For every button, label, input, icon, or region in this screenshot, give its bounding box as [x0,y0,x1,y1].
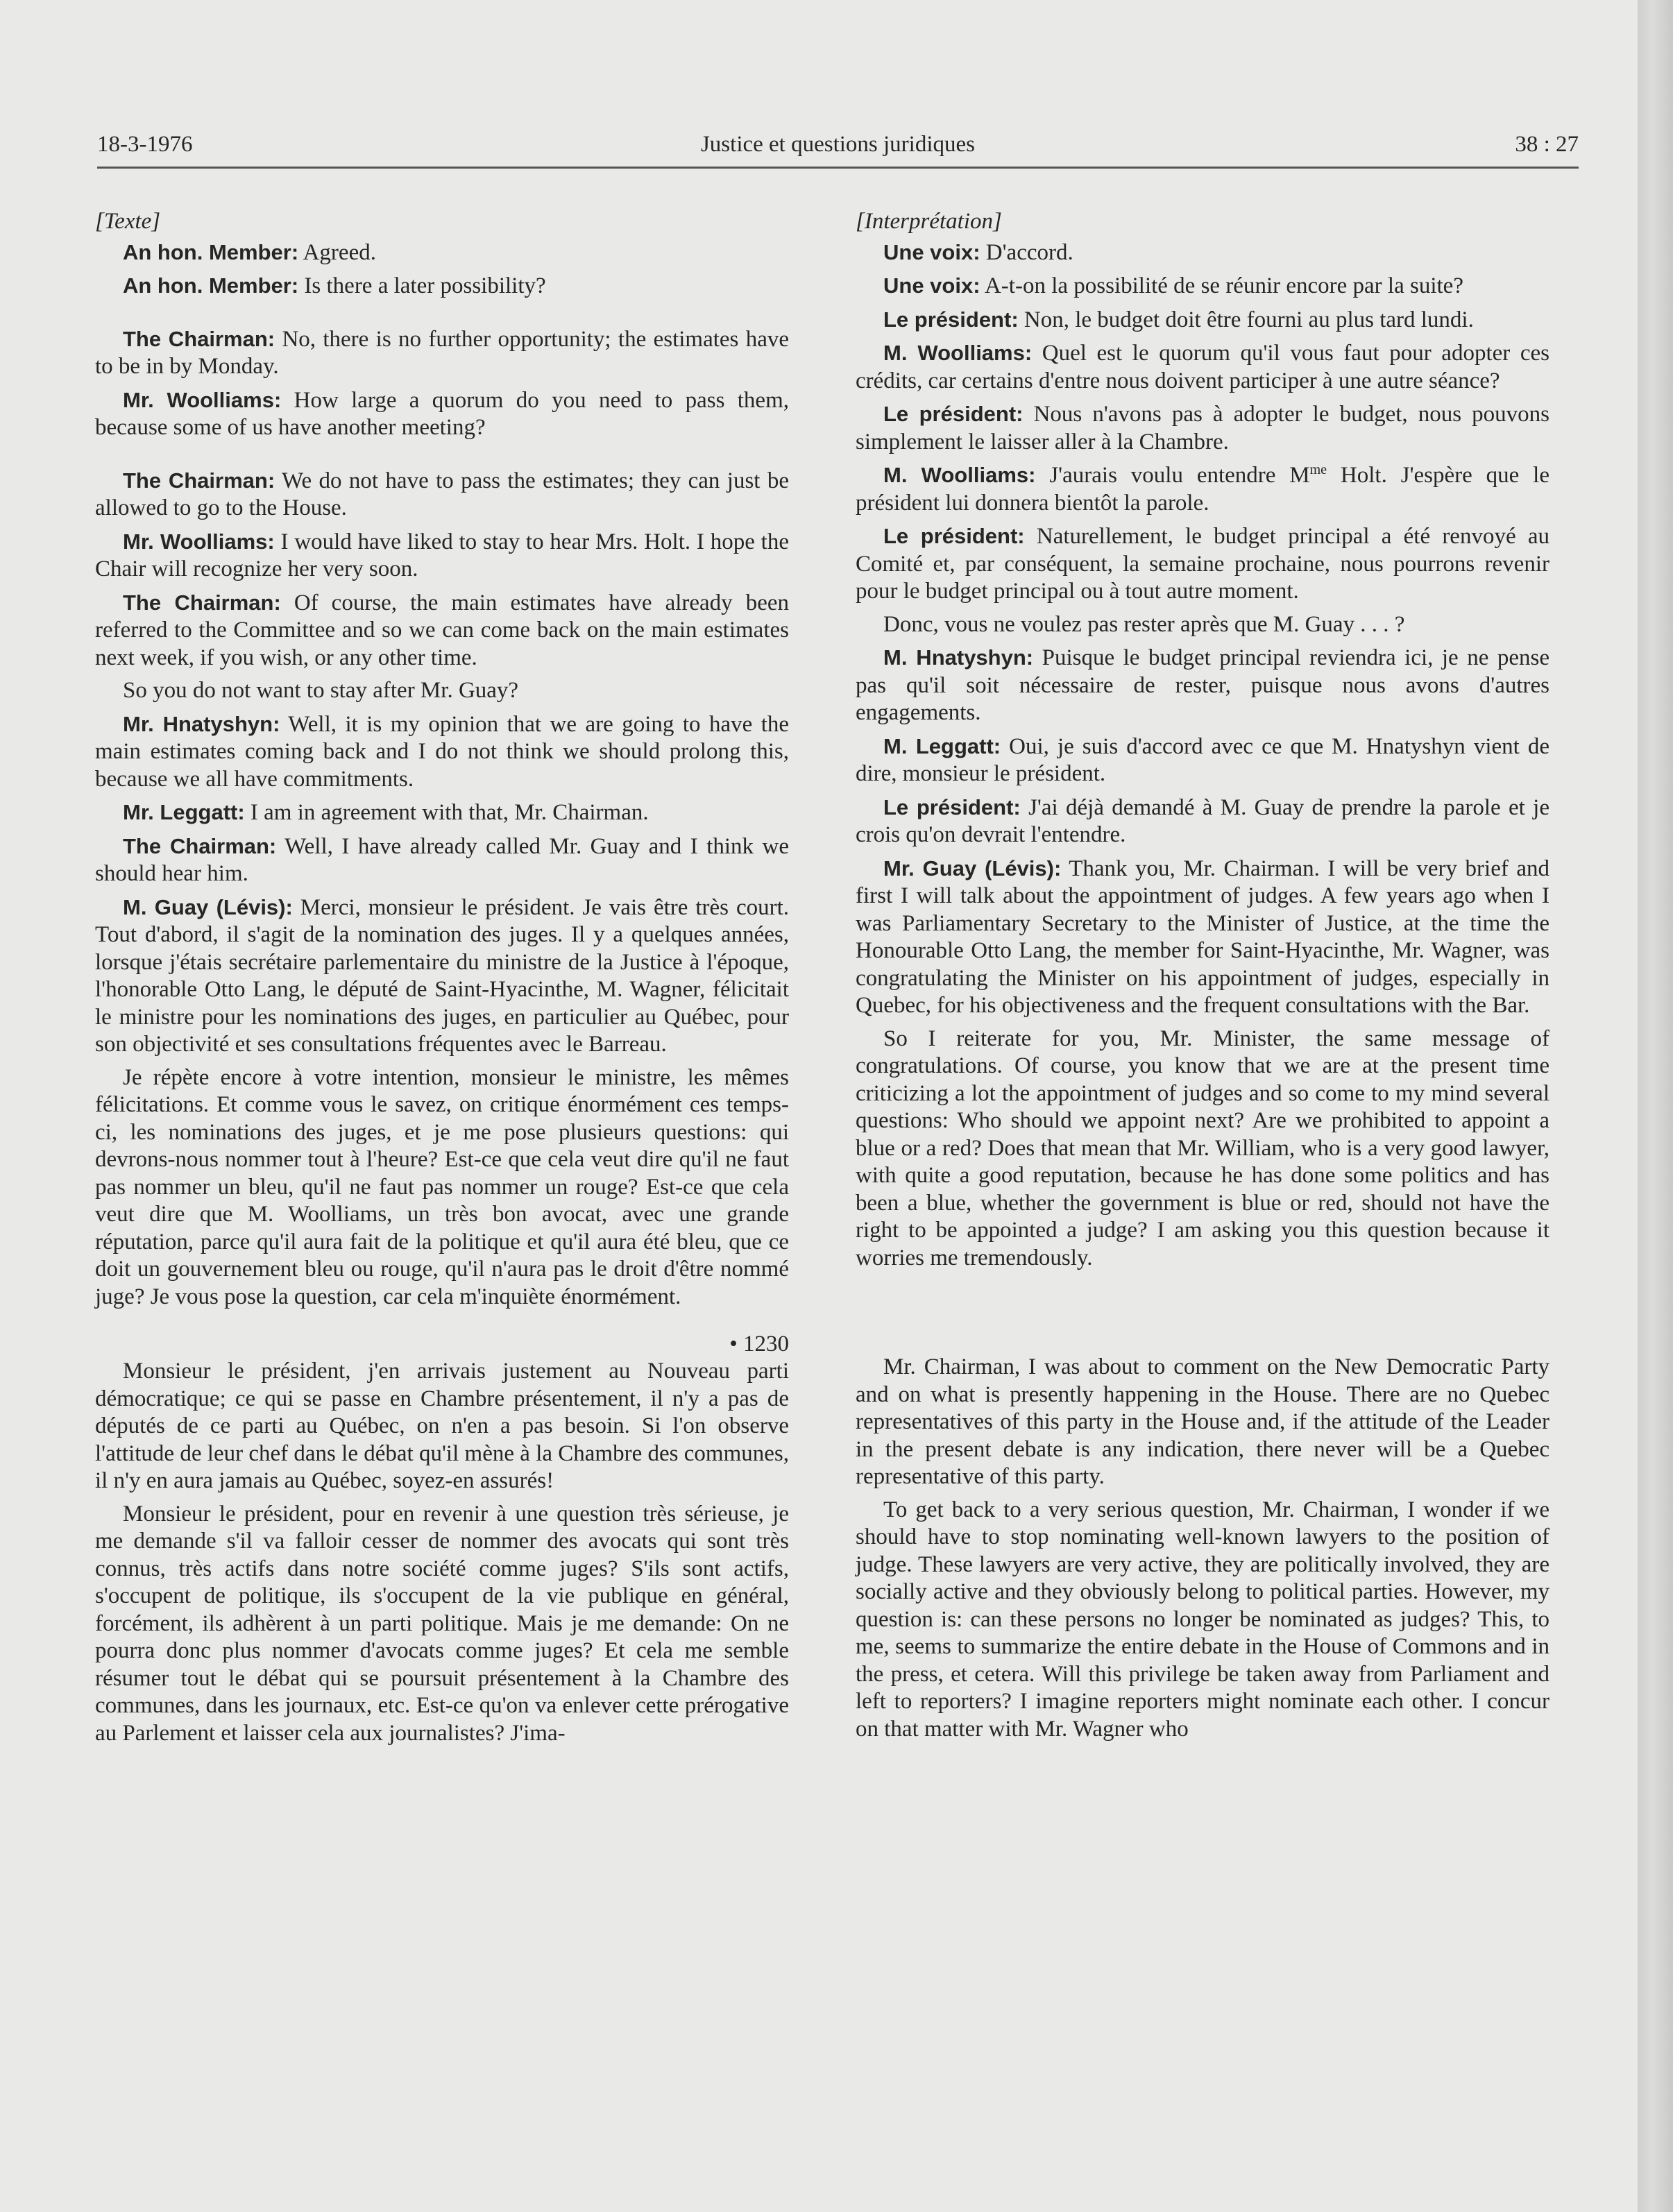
paragraph: To get back to a very serious question, Mr. Chairman, I wonder if we should have to stop nominating well-known lawyers to the position of judge. These lawyers are very active, they are politically involved, they are socially active and they obviously belong to political parties. However, my question is: can these persons no longer be nominated as judges? This, to me, seems to summarize the entire debate in the House of Commons and in the press, et cetera. Will this privilege be taken away from Parliament and left to reporters? I imagine reporters might nominate each other. I concur on that matter with Mr. Wagner who [856,1497,1549,1742]
paragraph: M. Hnatyshyn: Puisque le budget principal reviendra ici, je ne pense pas qu'il soit nécessaire de rester, puisque nous avons d'autres engagements. [856,645,1549,725]
paragraph: Donc, vous ne voulez pas rester après que M. Guay . . . ? [883,611,1405,637]
paragraph: Monsieur le président, pour en revenir à une question très sérieuse, je me demande s'il va falloir cesser de nommer des avocats qui sont très connus, très actifs dans notre société comme juges? S'ils sont actifs, s'occupent de politique, ils s'occupent de la vie publique en général, forcément, ils adhèrent à un parti politique. Mais je me demande: On ne pourra donc plus nommer d'avocats comme juges? Et cela me semble résumer tout le débat qui se poursuit présentement à la Chambre des communes, dans les journaux, etc. Est-ce qu'on va enlever cette prérogative au Parlement et laisser cela aux journalistes? J'ima- [95,1501,789,1746]
paragraph: Mr. Hnatyshyn: Well, it is my opinion that we are going to have the main estimates coming back and I do not think we should prolong this, because we all have commitments. [95,711,790,792]
paragraph: Je répète encore à votre intention, monsieur le ministre, les mêmes félicitations. Et comme vous le savez, on critique énormément ces temps-ci, les nominations des juges, et je me pose plusieurs questions: qui devrons-nous nommer tout à l'heure? Est-ce que cela veut dire qu'il ne faut pas nommer un bleu, qu'il ne faut pas nommer un rouge? Est-ce que cela veut dire que M. Woolliams, un très bon avocat, avec une grande réputation, parce qu'il aura fait de la politique et qu'il aura été bleu, que ce doit un gouvernement bleu ou rouge, qu'il n'aura pas le droit d'être nommé juge? Je vous pose la question, car cela m'inquiète énormément. [95,1064,789,1309]
paragraph: So you do not want to stay after Mr. Guay? [123,678,519,703]
speaker: Mr. Hnatyshyn: [123,711,280,736]
speaker: Mr. Leggatt: [123,800,245,824]
paragraph: Le président: J'ai déjà demandé à M. Guay de prendre la parole et je crois qu'on devrait l'entendre. [856,794,1549,847]
paragraph: M. Guay (Lévis): Merci, monsieur le président. Je vais être très court. Tout d'abord, il s'agit de la nomination des juges. Il y a quelques années, lorsque j'étais secrétaire parlementaire du ministre de la Justice à l'époque, l'honorable Otto Lang, le député de Saint-Hyacinthe, M. Wagner, félicitait le ministre pour les nominations des juges, en particulier au Québec, pour son objectivité et ses consultations fréquentes avec le Barreau. [95,894,790,1057]
paragraph: Le président: Nous n'avons pas à adopter le budget, nous pouvons simplement le laisser aller à la Chambre. [856,402,1549,454]
speaker: An hon. Member: [123,273,299,298]
speaker: Le président: [883,794,1021,819]
speaker: Mr. Woolliams: [123,529,275,554]
paragraph: Une voix: D'accord. [883,239,1073,265]
paragraph: The Chairman: Of course, the main estimates have already been referred to the Committee and so we can come back on the main estimates next week, if you wish, or any other time. [95,590,790,670]
paragraph: Mr. Woolliams: How large a quorum do you need to pass them, because some of us have another meeting? [95,387,789,440]
paragraph: An hon. Member: Agreed. [123,239,376,265]
header-page-number: 38 : 27 [1515,132,1579,157]
page-edge [1638,0,1673,2212]
paragraph: Une voix: A-t-on la possibilité de se réunir encore par la suite? [883,273,1463,298]
speaker: The Chairman: [123,590,281,615]
paragraph: The Chairman: No, there is no further opportunity; the estimates have to be in by Monday. [95,326,790,379]
speaker: Le président: [883,524,1025,548]
header-date: 18-3-1976 [97,132,193,157]
speaker: The Chairman: [123,468,275,493]
section-tag: [Texte] [95,209,161,234]
speaker: M. Hnatyshyn: [883,645,1034,670]
paragraph: Mr. Woolliams: I would have liked to stay to hear Mrs. Holt. I hope the Chair will recognize her very soon. [95,529,789,581]
paragraph: M. Woolliams: Quel est le quorum qu'il vous faut pour adopter ces crédits, car certains d'entre nous doivent participer à une autre séance? [856,341,1549,393]
paragraph: Mr. Leggatt: I am in agreement with that, Mr. Chairman. [123,800,649,825]
paragraph: The Chairman: Well, I have already called Mr. Guay and I think we should hear him. [95,833,790,886]
paragraph: M. Woolliams: J'aurais voulu entendre $M^{me}$ Holt. J'espère que le président lui donnera bientôt la parole. [856,462,1549,516]
paragraph: The Chairman: We do not have to pass the estimates; they can just be allowed to go to the House. [95,468,789,520]
paragraph: M. Leggatt: Oui, je suis d'accord avec ce que M. Hnatyshyn vient de dire, monsieur le président. [856,733,1549,786]
paragraph: Mr. Guay (Lévis): Thank you, Mr. Chairman. I will be very brief and first I will talk about the appointment of judges. A few years ago when I was Parliamentary Secretary to the Minister of Justice, at the time the Honourable Otto Lang, the member for Saint-Hyacinthe, Mr. Wagner, was congratulating the Minister on his appointment of judges, especially in Quebec, for his objectiveness and the frequent consultations with the Bar. [856,856,1549,1018]
speaker: Une voix: [883,273,980,298]
speaker: Le président: [883,402,1024,426]
speaker: Mr. Woolliams: [123,387,282,412]
spacer [856,1277,1549,1354]
speaker: M. Woolliams: [883,463,1036,487]
speaker: Le président: [883,307,1019,332]
time-marker: • 1230 [729,1331,789,1356]
time-marker-row [95,1316,789,1358]
paragraph: An hon. Member: Is there a later possibility? [123,273,546,298]
speaker: The Chairman: [123,326,275,351]
paragraph: Le président: Naturellement, le budget principal a été renvoyé au Comité et, par conséquent, la semaine prochaine, nous pourrons revenir pour le budget principal ou à tout autre moment. [856,524,1549,604]
paragraph: Mr. Chairman, I was about to comment on the New Democratic Party and on what is presently happening in the House. There are no Quebec representatives of this party in the House and, if the attitude of the Leader in the present debate is any indication, there never will be a Quebec representative of this party. [856,1354,1549,1489]
speaker: Mr. Guay (Lévis): [883,856,1062,880]
speaker: An hon. Member: [123,239,299,264]
speaker: M. Guay (Lévis): [123,894,293,919]
speaker: M. Woolliams: [883,341,1033,365]
header-title: Justice et questions juridiques [700,132,976,157]
paragraph: Monsieur le président, j'en arrivais justement au Nouveau parti démocratique; ce qui se passe en Chambre présentement, il n'y a pas de députés de ce parti au Québec, on n'en a pas besoin. Si l'on observe l'attitude de leur chef dans le débat qu'il mène à la Chambre des communes, il n'y en aura jamais au Québec, soyez-en assurés! [95,1359,789,1493]
page-header [97,130,1579,169]
speaker: Une voix: [883,239,980,264]
paragraph: So I reiterate for you, Mr. Minister, the same message of congratulations. Of course, you know that we are at the present time criticizing a lot the appointment of judges and so come to my mind several questions: Who should we appoint next? Are we prohibited to appoint a blue or a red? Does that mean that Mr. William, who is a very good lawyer, with quite a good reputation, because he has done some politics and has been a blue, whether the government is blue or red, should not have the right to be appointed a judge? I am asking you this question because it worries me tremendously. [856,1026,1549,1270]
left-column [95,208,789,1753]
right-column [856,208,1549,1749]
speaker: M. Leggatt: [883,733,1001,758]
section-tag: [Interprétation] [856,209,1002,234]
paragraph: Le président: Non, le budget doit être fourni au plus tard lundi. [883,307,1474,332]
speaker: The Chairman: [123,833,277,858]
